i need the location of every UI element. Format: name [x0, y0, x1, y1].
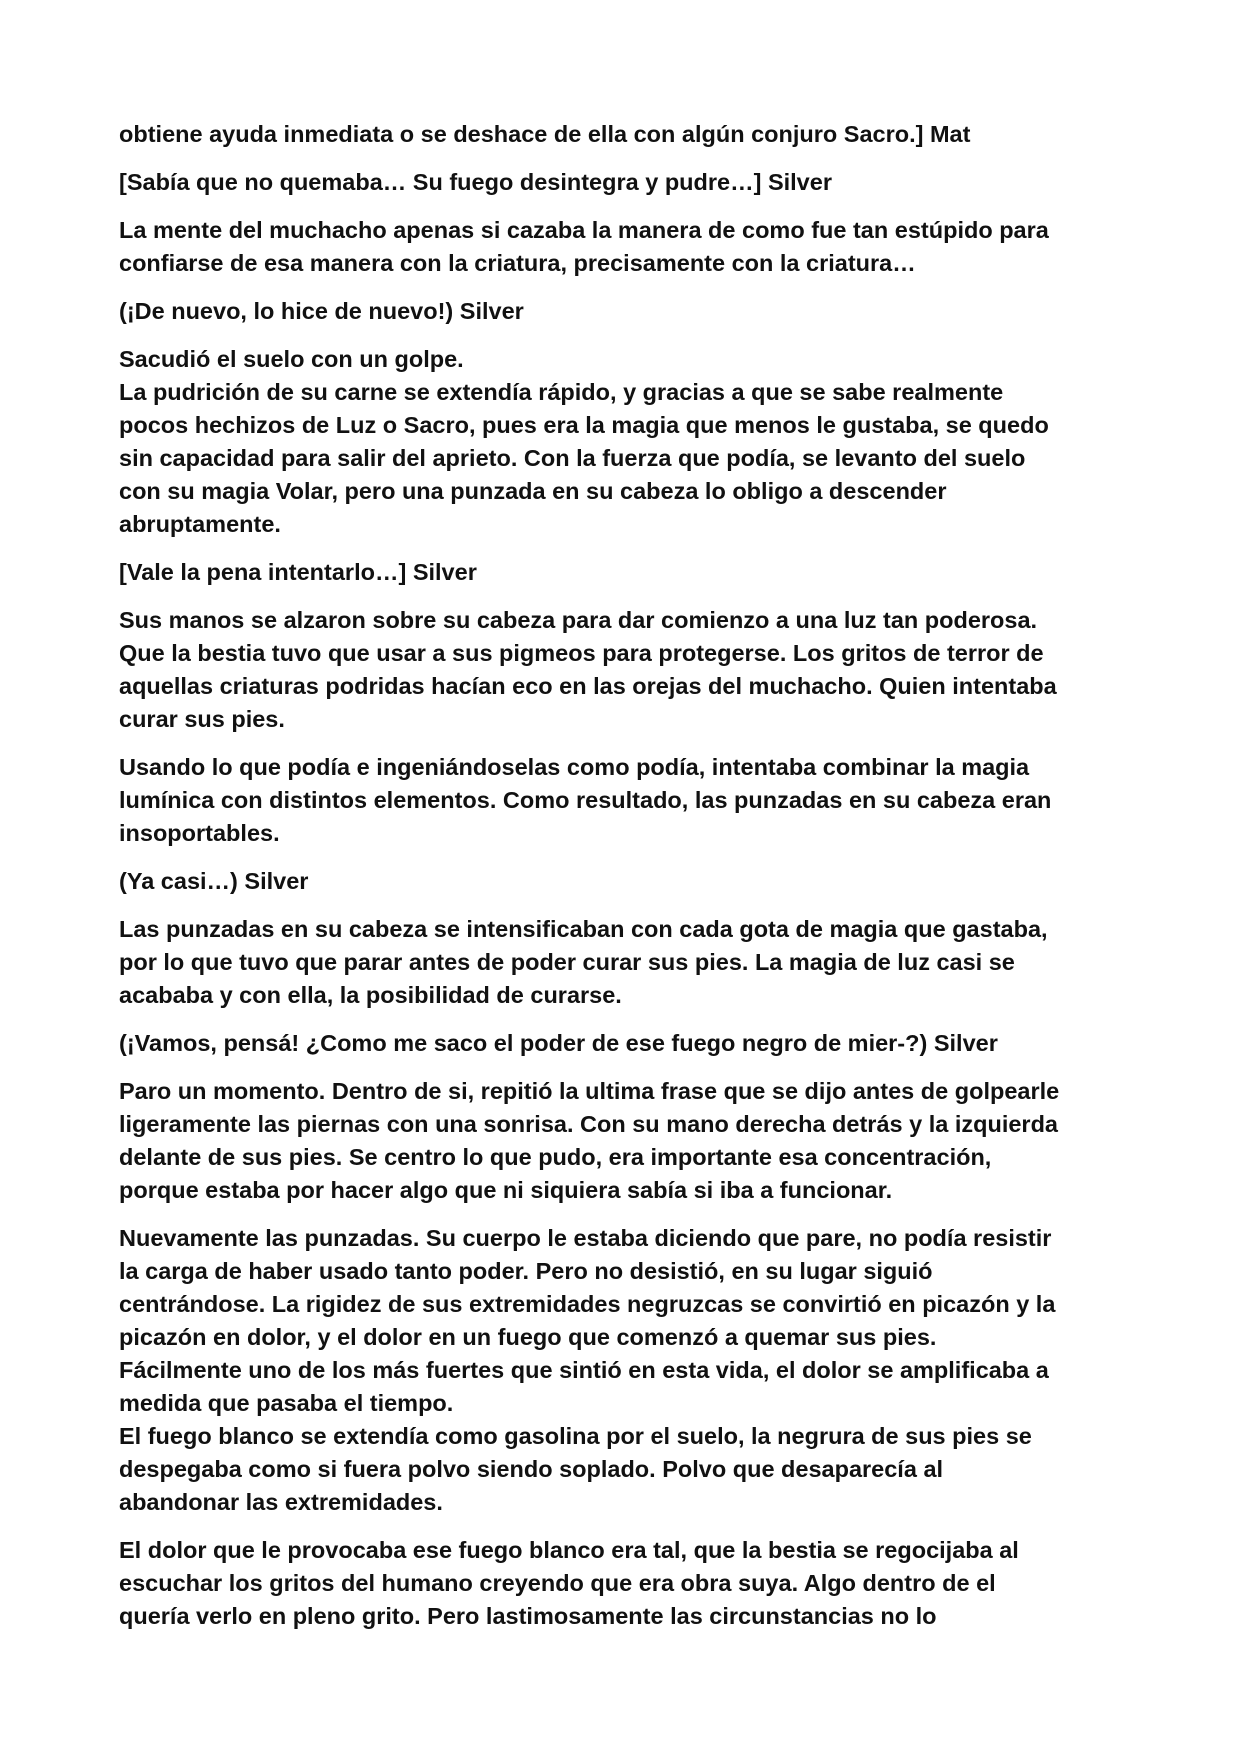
paragraph [119, 214, 1139, 280]
text-line: obtiene ayuda inmediata o se deshace de ella con algún conjuro Sacro.] Mat [119, 121, 971, 147]
text-line: escuchar los gritos del humano creyendo que era obra suya. Algo dentro de el [119, 1570, 996, 1596]
text-line: lumínica con distintos elementos. Como resultado, las punzadas en su cabeza eran [119, 787, 1052, 813]
text-line: Sus manos se alzaron sobre su cabeza para dar comienzo a una luz tan poderosa. [119, 607, 1038, 633]
text-line: Nuevamente las punzadas. Su cuerpo le estaba diciendo que pare, no podía resistir [119, 1225, 1052, 1251]
text-line: El dolor que le provocaba ese fuego blanco era tal, que la bestia se regocijaba al [119, 1537, 1019, 1563]
dialogue-paragraph [119, 556, 1139, 589]
paragraph [119, 1075, 1139, 1207]
text-line: delante de sus pies. Se centro lo que pudo, era importante esa concentración, [119, 1144, 992, 1170]
paragraph [119, 913, 1139, 1012]
text-line: aquellas criaturas podridas hacían eco en las orejas del muchacho. Quien intentaba [119, 673, 1057, 699]
text-line: La pudrición de su carne se extendía rápido, y gracias a que se sabe realmente [119, 379, 1004, 405]
dialogue-paragraph [119, 865, 1139, 898]
text-line: abandonar las extremidades. [119, 1489, 443, 1515]
paragraph [119, 343, 1139, 541]
text-line: Fácilmente uno de los más fuertes que sintió en esta vida, el dolor se amplificaba a [119, 1357, 1049, 1383]
text-line: la carga de haber usado tanto poder. Pero no desistió, en su lugar siguió [119, 1258, 933, 1284]
text-line: La mente del muchacho apenas si cazaba la manera de como fue tan estúpido para [119, 217, 1049, 243]
text-line: despegaba como si fuera polvo siendo soplado. Polvo que desaparecía al [119, 1456, 944, 1482]
text-line: ligeramente las piernas con una sonrisa. Con su mano derecha detrás y la izquierda [119, 1111, 1059, 1137]
text-line: con su magia Volar, pero una punzada en su cabeza lo obligo a descender [119, 478, 947, 504]
text-line: (¡Vamos, pensá! ¿Como me saco el poder de ese fuego negro de mier-?) Silver [119, 1030, 998, 1056]
text-line: sin capacidad para salir del aprieto. Con la fuerza que podía, se levanto del suelo [119, 445, 1026, 471]
text-line: curar sus pies. [119, 706, 285, 732]
text-line: picazón en dolor, y el dolor en un fuego que comenzó a quemar sus pies. [119, 1324, 937, 1350]
text-line: (Ya casi…) Silver [119, 868, 309, 894]
paragraph [119, 118, 1139, 151]
text-line: Las punzadas en su cabeza se intensificaban con cada gota de magia que gastaba, [119, 916, 1048, 942]
paragraph [119, 1222, 1139, 1519]
text-line: Que la bestia tuvo que usar a sus pigmeos para protegerse. Los gritos de terror de [119, 640, 1044, 666]
text-line: quería verlo en pleno grito. Pero lastimosamente las circunstancias no lo [119, 1603, 937, 1629]
text-line: [Sabía que no quemaba… Su fuego desintegra y pudre…] Silver [119, 169, 832, 195]
text-line: abruptamente. [119, 511, 281, 537]
paragraph [119, 1534, 1139, 1633]
dialogue-paragraph [119, 1027, 1139, 1060]
text-line: pocos hechizos de Luz o Sacro, pues era la magia que menos le gustaba, se quedo [119, 412, 1049, 438]
dialogue-paragraph [119, 166, 1139, 199]
text-line: por lo que tuvo que parar antes de poder curar sus pies. La magia de luz casi se [119, 949, 1015, 975]
text-line: medida que pasaba el tiempo. [119, 1390, 454, 1416]
text-line: centrándose. La rigidez de sus extremidades negruzcas se convirtió en picazón y la [119, 1291, 1056, 1317]
paragraph [119, 604, 1139, 736]
text-line: (¡De nuevo, lo hice de nuevo!) Silver [119, 298, 524, 324]
text-line: confiarse de esa manera con la criatura, precisamente con la criatura… [119, 250, 916, 276]
document-page [119, 118, 1139, 1648]
text-line: Sacudió el suelo con un golpe. [119, 346, 464, 372]
paragraph [119, 751, 1139, 850]
text-line: Usando lo que podía e ingeniándoselas como podía, intentaba combinar la magia [119, 754, 1030, 780]
text-line: Paro un momento. Dentro de si, repitió la ultima frase que se dijo antes de golpearle [119, 1078, 1060, 1104]
text-line: acababa y con ella, la posibilidad de curarse. [119, 982, 622, 1008]
text-line: porque estaba por hacer algo que ni siquiera sabía si iba a funcionar. [119, 1177, 893, 1203]
text-line: insoportables. [119, 820, 280, 846]
text-line: El fuego blanco se extendía como gasolina por el suelo, la negrura de sus pies se [119, 1423, 1032, 1449]
text-line: [Vale la pena intentarlo…] Silver [119, 559, 477, 585]
dialogue-paragraph [119, 295, 1139, 328]
